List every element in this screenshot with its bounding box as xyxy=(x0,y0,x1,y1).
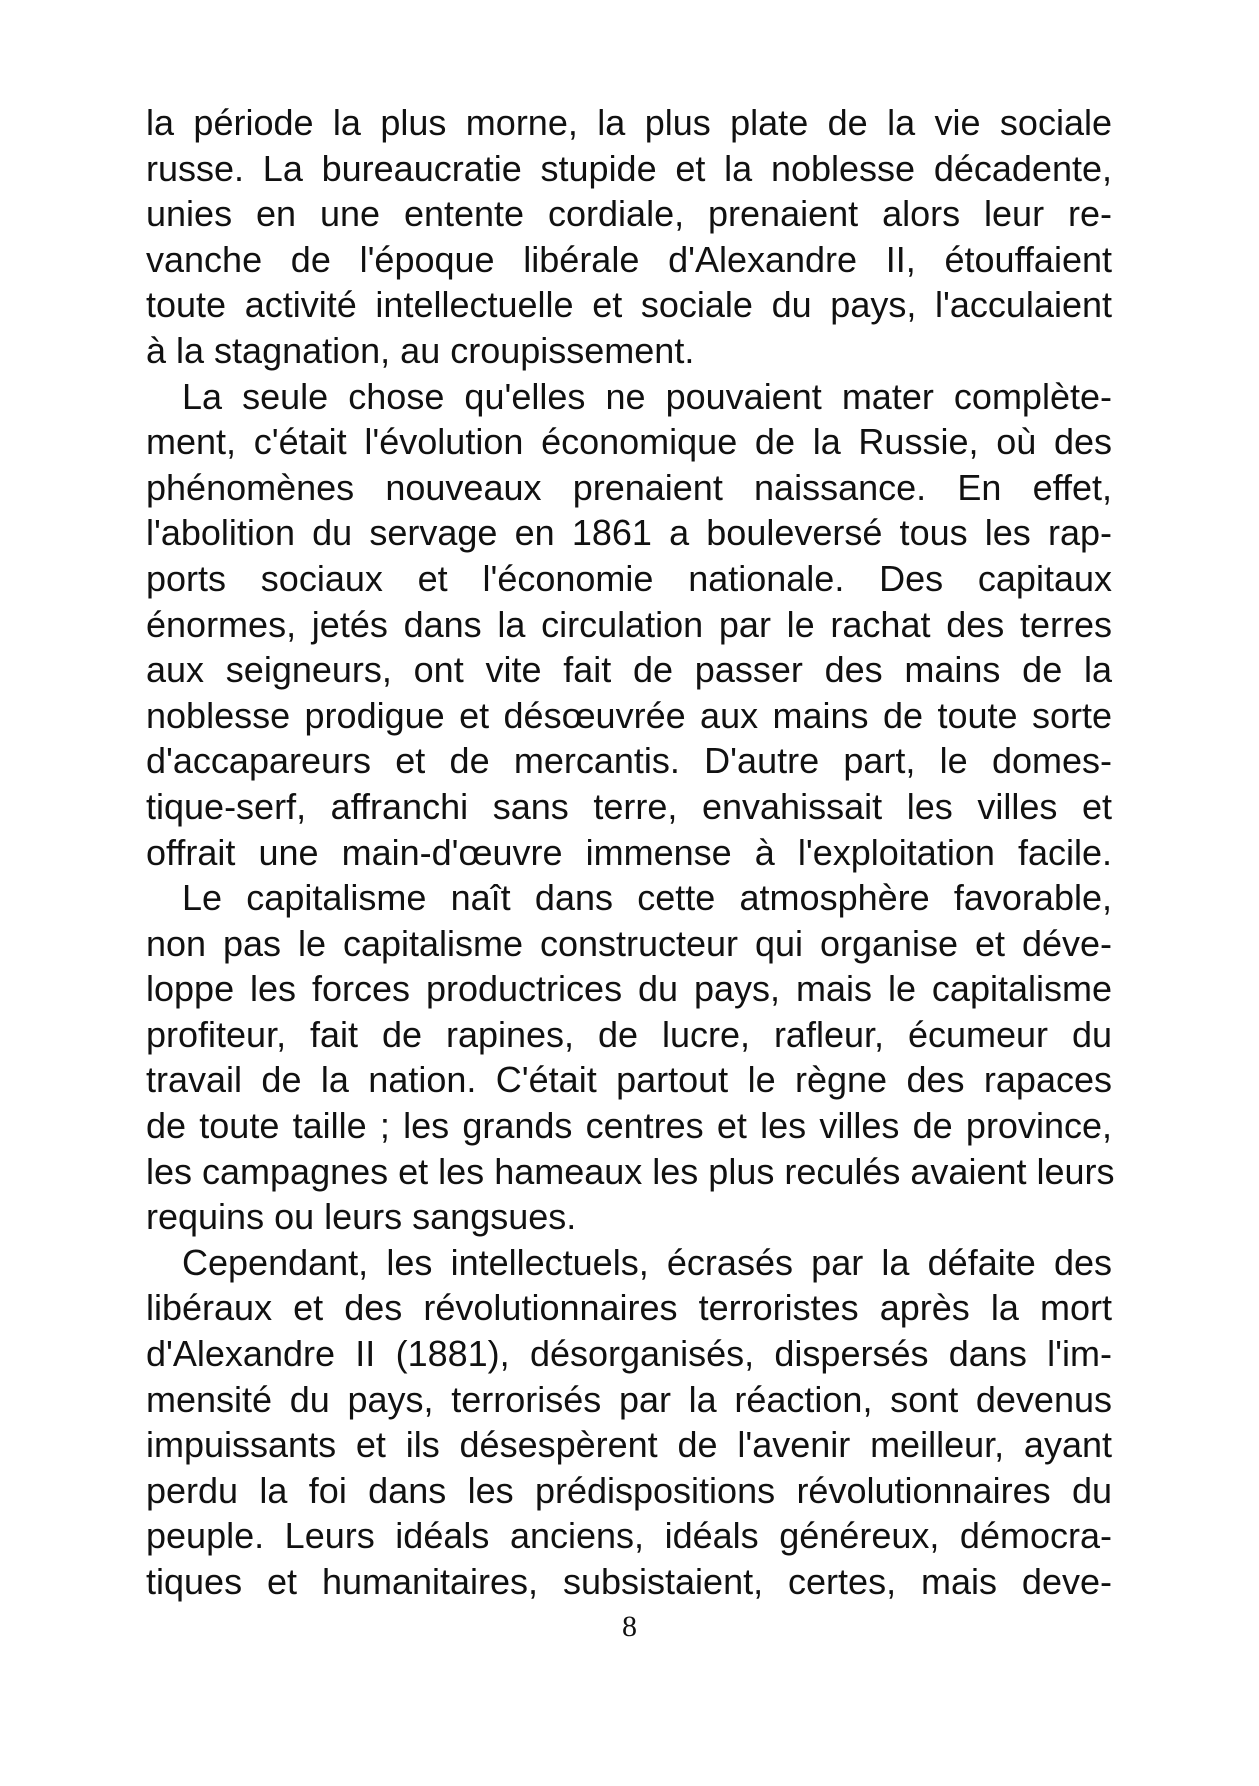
text-line: de toute taille ; les grands centres et les villes de province, xyxy=(146,1105,1112,1147)
text-line: libéraux et des révolutionnaires terroristes après la mort xyxy=(146,1287,1112,1329)
text-line: peuple. Leurs idéals anciens, idéals généreux, démocra- xyxy=(146,1515,1112,1557)
paragraph-2 xyxy=(146,374,1112,876)
text-line: phénomènes nouveaux prenaient naissance. En effet, xyxy=(146,466,1112,508)
text-line: toute activité intellectuelle et sociale du pays, l'acculaient xyxy=(146,284,1112,326)
text-line: mensité du pays, terrorisés par la réaction, sont devenus xyxy=(146,1378,1112,1420)
text-line: impuissants et ils désespèrent de l'avenir meilleur, ayant xyxy=(146,1424,1112,1466)
text-line: l'abolition du servage en 1861 a bouleversé tous les rap- xyxy=(146,512,1112,554)
paragraph-4 xyxy=(146,1240,1112,1605)
text-line: noblesse prodigue et désœuvrée aux mains de toute sorte xyxy=(146,694,1112,736)
text-line: aux seigneurs, ont vite fait de passer des mains de la xyxy=(146,649,1112,691)
text-line: énormes, jetés dans la circulation par le rachat des terres xyxy=(146,603,1112,645)
text-line: tiques et humanitaires, subsistaient, certes, mais deve- xyxy=(146,1561,1112,1602)
text-line: perdu la foi dans les prédispositions révolutionnaires du xyxy=(146,1469,1112,1511)
text-line: tique-serf, affranchi sans terre, envahissait les villes et xyxy=(146,785,1112,827)
text-line: ports sociaux et l'économie nationale. Des capitaux xyxy=(146,557,1112,599)
text-line: la période la plus morne, la plus plate de la vie sociale xyxy=(146,102,1112,143)
text-line: non pas le capitalisme constructeur qui organise et déve- xyxy=(146,922,1112,964)
text-line: offrait une main-d'œuvre immense à l'exploitation facile. xyxy=(146,831,1112,873)
text-line: à la stagnation, au croupissement. xyxy=(146,329,695,371)
text-line: loppe les forces productrices du pays, mais le capitalisme xyxy=(146,968,1112,1010)
text-line: vanche de l'époque libérale d'Alexandre II, étouffaient xyxy=(146,238,1112,280)
text-line: russe. La bureaucratie stupide et la noblesse décadente, xyxy=(146,147,1112,189)
page-body xyxy=(146,100,1115,1605)
text-line: Cependant, les intellectuels, écrasés par la défaite des xyxy=(182,1241,1112,1283)
paragraph-1 xyxy=(146,100,1112,374)
text-line: unies en une entente cordiale, prenaient alors leur re- xyxy=(146,193,1112,235)
text-line: les campagnes et les hameaux les plus reculés avaient leurs xyxy=(146,1150,1115,1192)
text-line: travail de la nation. C'était partout le règne des rapaces xyxy=(146,1059,1112,1101)
paragraph-3 xyxy=(146,875,1115,1240)
page-number: 8 xyxy=(622,1610,637,1643)
text-line: ment, c'était l'évolution économique de la Russie, où des xyxy=(146,421,1112,463)
text-line: La seule chose qu'elles ne pouvaient mater complète- xyxy=(182,375,1112,417)
text-line: d'Alexandre II (1881), désorganisés, dispersés dans l'im- xyxy=(146,1333,1112,1375)
text-line: d'accapareurs et de mercantis. D'autre part, le domes- xyxy=(146,740,1112,782)
text-line: requins ou leurs sangsues. xyxy=(146,1196,577,1238)
text-line: profiteur, fait de rapines, de lucre, rafleur, écumeur du xyxy=(146,1013,1112,1055)
text-line: Le capitalisme naît dans cette atmosphère favorable, xyxy=(182,877,1112,919)
